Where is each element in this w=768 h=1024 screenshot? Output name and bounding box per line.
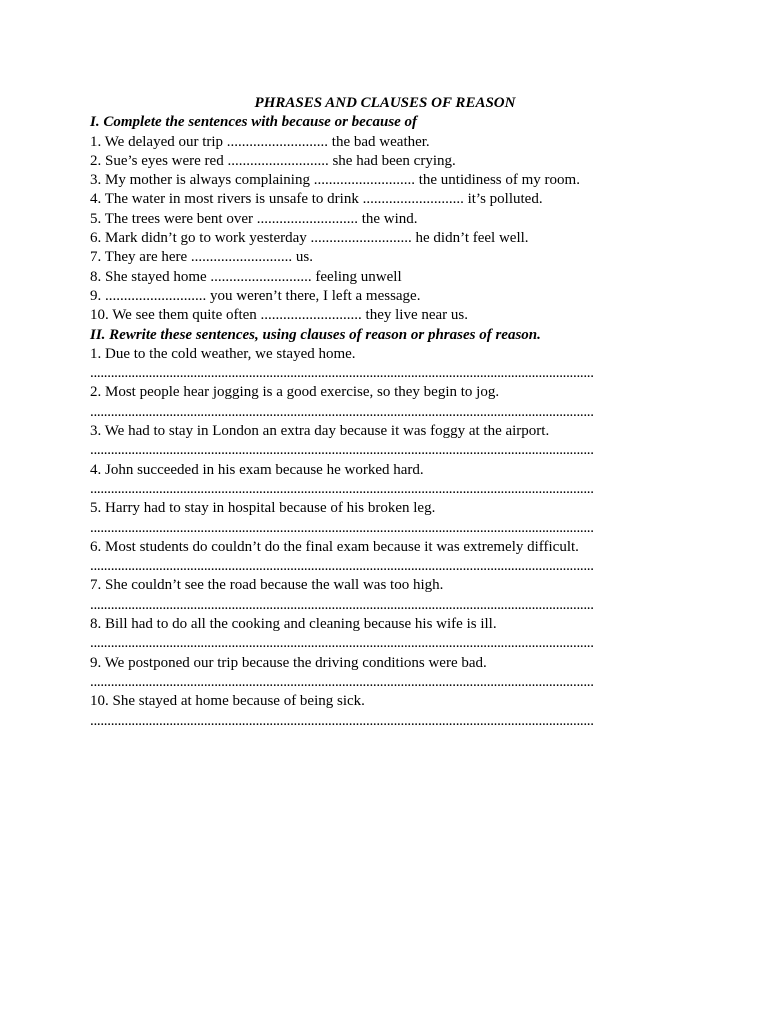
answer-line: .................................................................................................................................................. <box>90 519 594 536</box>
answer-line: .................................................................................................................................................. <box>90 403 594 420</box>
exercise-2-item: 10. She stayed at home because of being sick. <box>90 693 365 710</box>
answer-line: .................................................................................................................................................. <box>90 635 594 652</box>
exercise-2-item: 4. John succeeded in his exam because he worked hard. <box>90 461 424 478</box>
exercise-1-item: 10. We see them quite often ........................... they live near us. <box>90 307 469 324</box>
exercise-1-item: 8. She stayed home ........................... feeling unwell <box>90 268 402 285</box>
exercise-2-item: 7. She couldn’t see the road because the wall was too high. <box>90 577 444 594</box>
answer-line: .................................................................................................................................................. <box>90 442 594 459</box>
exercise-1-item: 1. We delayed our trip ........................... the bad weather. <box>90 133 430 150</box>
exercise-1-item: 7. They are here ........................... us. <box>90 249 314 266</box>
answer-line: .................................................................................................................................................. <box>90 673 594 690</box>
exercise-2-item: 8. Bill had to do all the cooking and cleaning because his wife is ill. <box>90 616 497 633</box>
section-1-heading: I. Complete the sentences with because or because of <box>90 114 418 131</box>
exercise-2-item: 2. Most people hear jogging is a good exercise, so they begin to jog. <box>90 384 500 401</box>
exercise-2-item: 1. Due to the cold weather, we stayed home. <box>90 345 356 362</box>
exercise-1-item: 2. Sue’s eyes were red ........................... she had been crying. <box>90 152 456 169</box>
exercise-1-item: 6. Mark didn’t go to work yesterday ........................... he didn’t feel well. <box>90 230 529 247</box>
answer-line: .................................................................................................................................................. <box>90 712 594 729</box>
exercise-1-item: 9. ........................... you weren’t there, I left a message. <box>90 287 421 304</box>
answer-line: .................................................................................................................................................. <box>90 558 594 575</box>
answer-line: .................................................................................................................................................. <box>90 480 594 497</box>
answer-line: .................................................................................................................................................. <box>90 365 594 382</box>
page-title: PHRASES AND CLAUSES OF REASON <box>254 95 516 111</box>
worksheet <box>90 94 680 731</box>
answer-line: .................................................................................................................................................. <box>90 596 594 613</box>
exercise-2-item: 9. We postponed our trip because the driving conditions were bad. <box>90 654 487 671</box>
exercise-2-item: 5. Harry had to stay in hospital because of his broken leg. <box>90 500 436 517</box>
exercise-1-item: 4. The water in most rivers is unsafe to drink ........................... it’s polluted. <box>90 191 543 208</box>
exercise-2-item: 6. Most students do couldn’t do the final exam because it was extremely difficult. <box>90 538 579 555</box>
exercise-1-item: 3. My mother is always complaining ........................... the untidiness of my room. <box>90 172 580 189</box>
section-2-heading: II. Rewrite these sentences, using clauses of reason or phrases of reason. <box>90 326 541 343</box>
exercise-1-item: 5. The trees were bent over ........................... the wind. <box>90 210 418 227</box>
exercise-2-item: 3. We had to stay in London an extra day because it was foggy at the airport. <box>90 423 550 440</box>
